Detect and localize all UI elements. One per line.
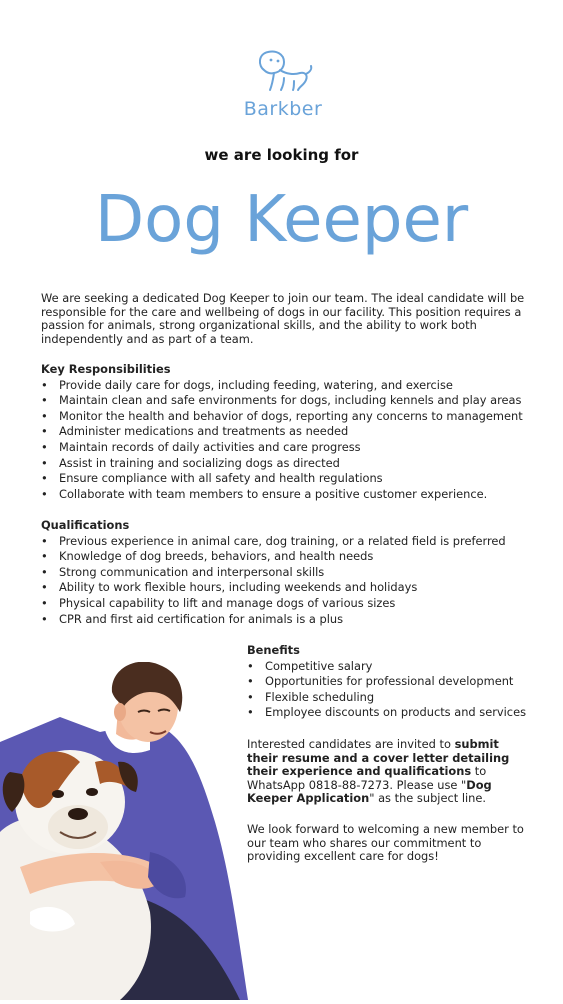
list-item: • Opportunities for professional development — [247, 674, 514, 689]
bullet-icon: • — [41, 486, 48, 501]
bullet-icon: • — [41, 408, 48, 423]
list-item: • Employee discounts on products and services — [247, 705, 527, 720]
bullet-icon: • — [41, 595, 48, 610]
bullet-icon: • — [41, 424, 48, 439]
bullet-icon: • — [41, 455, 48, 470]
brand-name: Barkber — [243, 98, 323, 120]
bullet-icon: • — [41, 439, 48, 454]
list-item: • Strong communication and interpersonal skills — [41, 564, 325, 579]
list-item: • CPR and first aid certification for animals is a plus — [41, 611, 344, 626]
list-item: • Provide daily care for dogs, including feeding, watering, and exercise — [41, 377, 453, 392]
bullet-icon: • — [41, 564, 48, 579]
bullet-icon: • — [41, 580, 48, 595]
list-item: • Maintain records of daily activities and care progress — [41, 439, 361, 454]
closing-paragraph: We look forward to welcoming a new member to our team who shares our commitment to providing excellent care for dogs! — [247, 822, 524, 864]
list-item: • Competitive salary — [247, 658, 373, 673]
apply-paragraph: Interested candidates are invited to submit their resume and a cover letter detailing their experience and qualifications to WhatsApp 0818-88-7273. Please use "Dog Keeper Application" as the subject line. — [247, 737, 510, 806]
intro-paragraph: We are seeking a dedicated Dog Keeper to join our team. The ideal candidate will be responsible for the care and wellbeing of dogs in our facility. This position requires a passion for animals, strong organizational skills, and the ability to work both independently and as part of a team. — [41, 291, 525, 346]
responsibilities-section — [41, 362, 541, 502]
bullet-icon: • — [41, 611, 48, 626]
bullet-icon: • — [41, 533, 48, 548]
man-hugging-dog-illustration — [0, 662, 250, 1000]
list-item: • Monitor the health and behavior of dogs, reporting any concerns to management — [41, 408, 523, 423]
list-item: • Ability to work flexible hours, including weekends and holidays — [41, 580, 418, 595]
list-item: • Knowledge of dog breeds, behaviors, and health needs — [41, 549, 374, 564]
dog-outline-icon — [250, 48, 316, 96]
bullet-icon: • — [41, 393, 48, 408]
list-item: • Collaborate with team members to ensure a positive customer experience. — [41, 486, 488, 501]
qualifications-heading: Qualifications — [41, 518, 130, 532]
list-item: • Assist in training and socializing dogs as directed — [41, 455, 340, 470]
tagline: we are looking for — [204, 146, 359, 164]
list-item: • Flexible scheduling — [247, 689, 375, 704]
bullet-icon: • — [41, 377, 48, 392]
bullet-icon: • — [247, 689, 254, 704]
bullet-icon: • — [247, 674, 254, 689]
responsibilities-heading: Key Responsibilities — [41, 362, 171, 376]
benefits-section — [247, 643, 547, 721]
list-item: • Maintain clean and safe environments for dogs, including kennels and play areas — [41, 393, 522, 408]
bullet-icon: • — [247, 658, 254, 673]
bullet-icon: • — [247, 705, 254, 720]
list-item: • Physical capability to lift and manage dogs of various sizes — [41, 595, 396, 610]
brand-logo — [240, 48, 326, 120]
benefits-heading: Benefits — [247, 643, 300, 657]
list-item: • Previous experience in animal care, dog training, or a related field is preferred — [41, 533, 506, 548]
qualifications-section — [41, 518, 541, 627]
subject-line: Dog Keeper Application — [247, 777, 492, 806]
bullet-icon: • — [41, 471, 48, 486]
job-title: Dog Keeper — [94, 183, 469, 257]
apply-emphasis: submit their resume and a cover letter detailing their experience and qualifications — [247, 737, 510, 779]
list-item: • Administer medications and treatments as needed — [41, 424, 349, 439]
list-item: • Ensure compliance with all safety and health regulations — [41, 471, 383, 486]
bullet-icon: • — [41, 549, 48, 564]
